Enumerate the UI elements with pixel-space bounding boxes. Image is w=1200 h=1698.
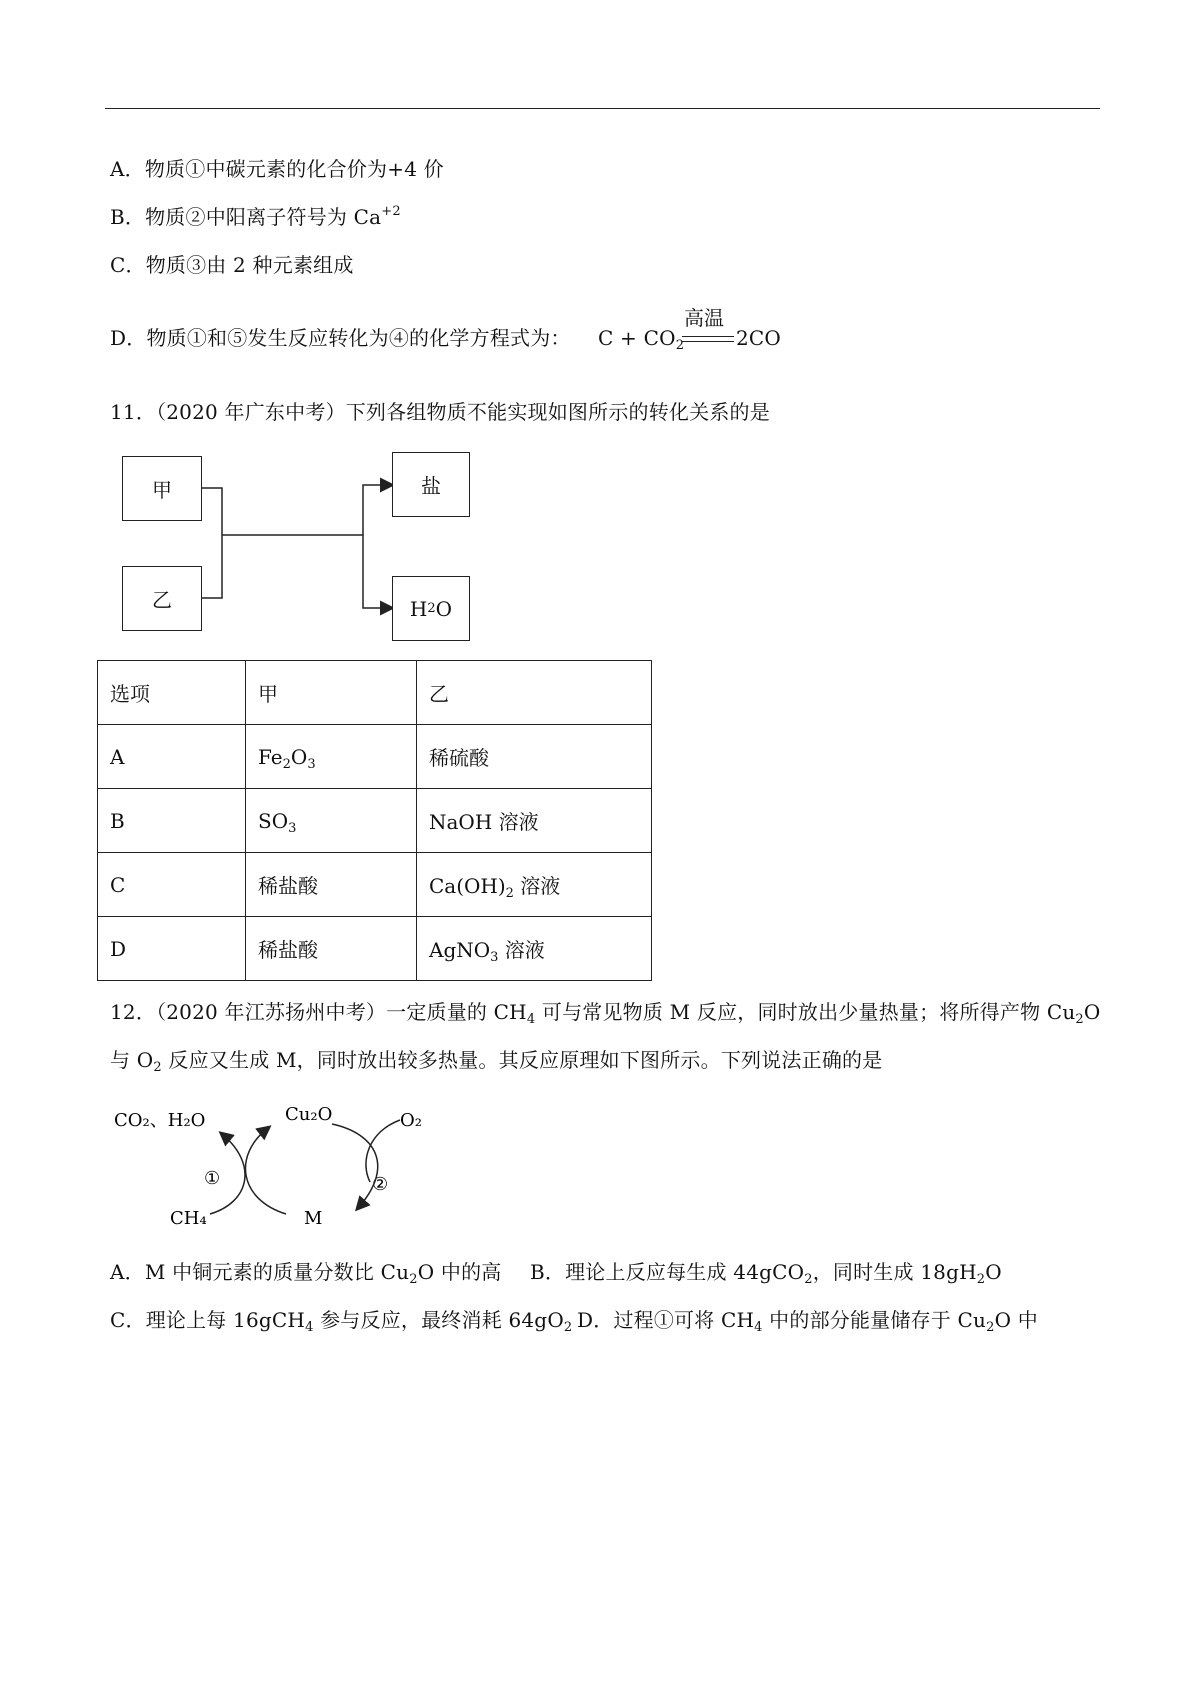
option-cell: C: [98, 853, 246, 917]
option-label: D．: [110, 326, 147, 350]
option-cell: A: [98, 725, 246, 789]
table-row: [98, 917, 652, 981]
header-cell: 选项: [98, 661, 246, 725]
label-o2: O₂: [400, 1110, 422, 1131]
step-2-marker: ②: [372, 1174, 389, 1195]
jia-cell: $SO_3$: [246, 789, 417, 853]
option-label: C．: [110, 253, 146, 277]
product-salt-box: 盐: [392, 452, 470, 517]
option-label: B．: [110, 205, 146, 229]
question-source: （2020 年江苏扬州中考）: [156, 1000, 387, 1024]
question-text: 下列各组物质不能实现如图所示的转化关系的是: [345, 400, 770, 424]
table-row: [98, 725, 652, 789]
table-row: [98, 789, 652, 853]
arrow-to-m: [332, 1124, 378, 1208]
option-text: 物质③由 2 种元素组成: [145, 253, 354, 277]
option-cell: D: [98, 917, 246, 981]
yi-cell: $Ca(OH)_2$ 溶液: [417, 853, 652, 917]
q12-stem-line2: 与 $O_2$ 反应又生成 M，同时放出较多热量。其反应原理如下图所示。下列说法正确的是: [110, 1048, 883, 1075]
charge-superscript: +2: [381, 204, 401, 219]
yi-cell: NaOH 溶液: [417, 789, 652, 853]
question-source: （2020 年广东中考）: [156, 400, 346, 424]
jia-cell: $Fe_2O_3$: [246, 725, 417, 789]
jia-cell: 稀盐酸: [246, 853, 417, 917]
reactant-yi-box: 乙: [122, 566, 202, 631]
table-header-row: [98, 661, 652, 725]
o2-join-curve: [366, 1120, 400, 1182]
step-1-marker: ①: [204, 1168, 221, 1189]
option-text: 物质②中阳离子符号为 Ca: [145, 205, 382, 229]
arrow-to-cu2o: [245, 1128, 286, 1214]
header-cell: 乙: [417, 661, 652, 725]
q12-option-d: D．过程①可将 $CH_4$ 中的部分能量储存于 $Cu_2O$ 中: [577, 1308, 1038, 1335]
option-cell: B: [98, 789, 246, 853]
jia-cell: 稀盐酸: [246, 917, 417, 981]
product-water-box: H 2 O: [392, 576, 470, 641]
table-row: [98, 853, 652, 917]
yi-cell: AgNO$_3$ 溶液: [417, 917, 652, 981]
label-ch4: CH₄: [170, 1208, 207, 1229]
yi-cell: 稀硫酸: [417, 725, 652, 789]
q12-cycle-diagram: [100, 1090, 460, 1240]
equation-condition: 高温: [684, 306, 724, 330]
equation-right: 2CO: [736, 326, 782, 350]
label-m: M: [304, 1208, 323, 1229]
q12-option-b: B．理论上反应每生成 44gCO$_2$，同时生成 $18gH_2O$: [530, 1260, 1002, 1287]
option-label: A．: [110, 157, 145, 181]
q12-option-c: C．理论上每 16gCH$_4$ 参与反应，最终消耗 $64gO_2$: [110, 1308, 573, 1335]
label-co2-h2o: CO₂、H₂O: [114, 1110, 206, 1131]
label-cu2o: Cu₂O: [285, 1104, 333, 1125]
reactant-jia-box: 甲: [122, 456, 202, 521]
question-number: 12．: [110, 1000, 157, 1024]
header-cell: 甲: [246, 661, 417, 725]
q12-stem-line1: 12．（2020 年江苏扬州中考）一定质量的 $CH_4$ 可与常见物质 M 反应，同时放出少量热量；将所得产物 $Cu_2O$: [110, 1000, 1101, 1027]
q11-options-table: [97, 660, 652, 981]
option-text: 物质①和⑤发生反应转化为④的化学方程式为：: [146, 326, 571, 350]
equation-left: $C + CO_2$: [598, 326, 685, 353]
option-text: 物质①中碳元素的化合价为+4 价: [144, 157, 444, 181]
question-number: 11．: [110, 400, 157, 424]
q12-option-a: A．M 中铜元素的质量分数比 $Cu_2O$ 中的高: [110, 1260, 502, 1287]
